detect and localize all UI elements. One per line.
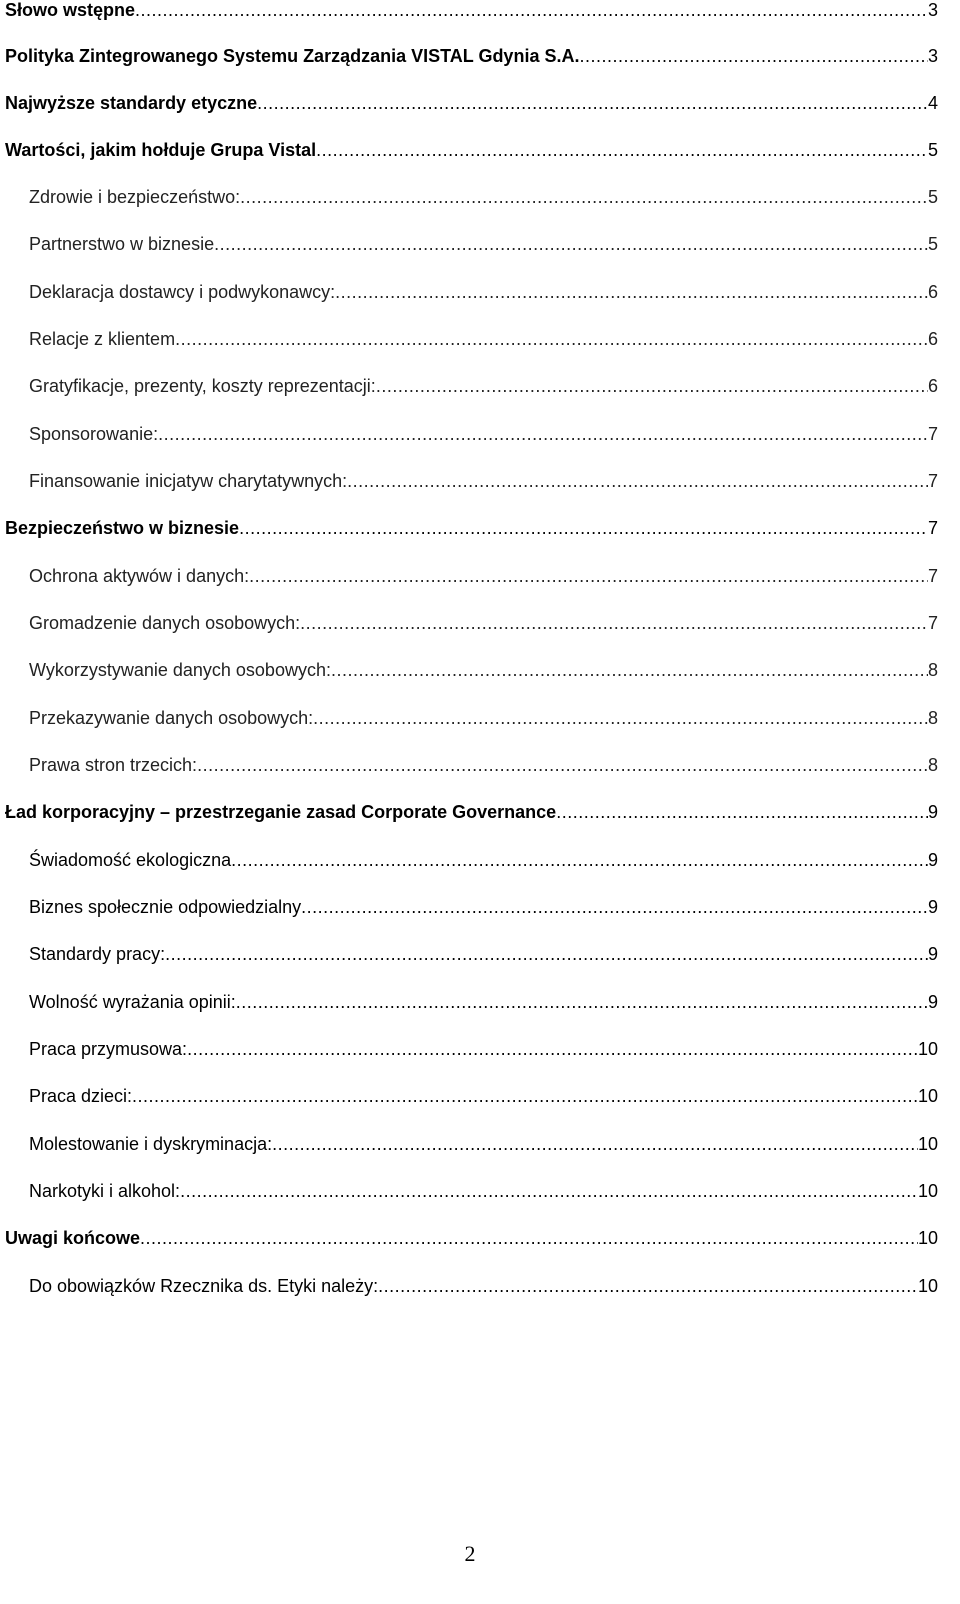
- toc-dot-leader: [579, 44, 928, 68]
- toc-entry-page: 5: [927, 234, 938, 254]
- toc-entry-label: Standardy pracy:: [29, 944, 166, 964]
- toc-entry-label: Polityka Zintegrowanego Systemu Zarządzania VISTAL Gdynia S.A.: [5, 46, 580, 66]
- toc-entry-page: 9: [927, 897, 938, 917]
- toc-entry-label: Uwagi końcowe: [5, 1228, 141, 1248]
- toc-dot-leader: [257, 91, 928, 115]
- toc-entry-page: 5: [927, 187, 938, 207]
- toc-entry-page: 6: [927, 282, 938, 302]
- toc-entry-label: Gratyfikacje, prezenty, koszty reprezentacji:: [29, 376, 376, 396]
- toc-entry-label: Molestowanie i dyskryminacja:: [29, 1134, 273, 1154]
- toc-entry-page: 9: [927, 850, 938, 870]
- toc-entry-label: Ochrona aktywów i danych:: [29, 566, 250, 586]
- toc-entry[interactable]: [5, 516, 938, 540]
- toc-dot-leader: [140, 1226, 918, 1250]
- toc-dot-leader: [316, 138, 928, 162]
- toc-dot-leader: [347, 469, 928, 493]
- toc-entry[interactable]: [29, 706, 938, 730]
- toc-entry[interactable]: [29, 658, 938, 682]
- toc-entry-label: Gromadzenie danych osobowych:: [29, 613, 301, 633]
- toc-entry-label: Biznes społecznie odpowiedzialny: [29, 897, 302, 917]
- toc-entry-label: Relacje z klientem: [29, 329, 176, 349]
- toc-entry[interactable]: [5, 0, 938, 22]
- toc-entry[interactable]: [29, 1274, 938, 1298]
- toc-entry-page: 9: [927, 802, 938, 822]
- toc-entry-page: 9: [927, 992, 938, 1012]
- toc-entry[interactable]: [29, 1084, 938, 1108]
- toc-entry[interactable]: [29, 422, 938, 446]
- toc-dot-leader: [187, 1037, 918, 1061]
- toc-dot-leader: [249, 564, 928, 588]
- toc-dot-leader: [175, 327, 928, 351]
- toc-entry[interactable]: [29, 990, 938, 1014]
- toc-entry-label: Do obowiązków Rzecznika ds. Etyki należy:: [29, 1276, 379, 1296]
- toc-dot-leader: [272, 1132, 918, 1156]
- toc-dot-leader: [301, 895, 928, 919]
- toc-entry-page: 5: [927, 140, 938, 160]
- toc-dot-leader: [158, 422, 928, 446]
- toc-entry[interactable]: [29, 185, 938, 209]
- toc-dot-leader: [240, 185, 928, 209]
- toc-entry-page: 7: [927, 566, 938, 586]
- toc-dot-leader: [376, 374, 928, 398]
- toc-entry[interactable]: [29, 280, 938, 304]
- toc-dot-leader: [236, 990, 928, 1014]
- toc-dot-leader: [556, 800, 928, 824]
- toc-entry[interactable]: [5, 91, 938, 115]
- toc-entry-page: 6: [927, 376, 938, 396]
- toc-entry-label: Partnerstwo w biznesie: [29, 234, 215, 254]
- toc-entry[interactable]: [5, 138, 938, 162]
- toc-dot-leader: [165, 942, 928, 966]
- toc-entry[interactable]: [29, 469, 938, 493]
- toc-entry[interactable]: [29, 1037, 938, 1061]
- page-number: 2: [464, 1541, 476, 1566]
- toc-dot-leader: [197, 753, 928, 777]
- toc-entry-page: 7: [927, 471, 938, 491]
- toc-dot-leader: [214, 232, 928, 256]
- toc-entry-label: Narkotyki i alkohol:: [29, 1181, 181, 1201]
- toc-entry-page: 10: [917, 1276, 938, 1296]
- toc-dot-leader: [378, 1274, 918, 1298]
- toc-entry[interactable]: [29, 564, 938, 588]
- toc-entry[interactable]: [29, 327, 938, 351]
- toc-entry-label: Wykorzystywanie danych osobowych:: [29, 660, 331, 680]
- toc-dot-leader: [132, 1084, 918, 1108]
- toc-entry-label: Wolność wyrażania opinii:: [29, 992, 236, 1012]
- toc-entry-label: Wartości, jakim hołduje Grupa Vistal: [5, 140, 317, 160]
- toc-entry-label: Zdrowie i bezpieczeństwo:: [29, 187, 241, 207]
- toc-entry-label: Przekazywanie danych osobowych:: [29, 708, 314, 728]
- toc-entry-page: 7: [927, 518, 938, 538]
- toc-entry[interactable]: [29, 232, 938, 256]
- toc-entry-label: Świadomość ekologiczna: [29, 850, 232, 870]
- toc-dot-leader: [135, 0, 928, 22]
- toc-entry-page: 6: [927, 329, 938, 349]
- toc-dot-leader: [335, 280, 928, 304]
- toc-entry-label: Deklaracja dostawcy i podwykonawcy:: [29, 282, 336, 302]
- toc-dot-leader: [331, 658, 928, 682]
- toc-dot-leader: [180, 1179, 918, 1203]
- toc-dot-leader: [313, 706, 928, 730]
- toc-entry[interactable]: [5, 800, 938, 824]
- toc-entry-label: Praca dzieci:: [29, 1086, 133, 1106]
- toc-entry-page: 10: [917, 1086, 938, 1106]
- toc-entry-page: 10: [917, 1228, 938, 1248]
- toc-dot-leader: [239, 516, 928, 540]
- toc-entry-label: Praca przymusowa:: [29, 1039, 188, 1059]
- toc-entry-page: 8: [927, 660, 938, 680]
- toc-entry-label: Najwyższe standardy etyczne: [5, 93, 258, 113]
- toc-entry-page: 3: [927, 0, 938, 20]
- toc-entry-page: 10: [917, 1181, 938, 1201]
- toc-dot-leader: [231, 848, 928, 872]
- toc-entry-label: Finansowanie inicjatyw charytatywnych:: [29, 471, 348, 491]
- toc-entry-page: 7: [927, 424, 938, 444]
- toc-entry-page: 8: [927, 708, 938, 728]
- toc-entry-page: 10: [917, 1134, 938, 1154]
- toc-entry[interactable]: [29, 942, 938, 966]
- toc-entry[interactable]: [5, 1226, 938, 1250]
- toc-entry-label: Prawa stron trzecich:: [29, 755, 198, 775]
- toc-entry[interactable]: [29, 611, 938, 635]
- toc-entry-page: 4: [927, 93, 938, 113]
- toc-entry-page: 8: [927, 755, 938, 775]
- toc-entry-page: 10: [917, 1039, 938, 1059]
- toc-entry[interactable]: [29, 1179, 938, 1203]
- toc-entry-page: 3: [927, 46, 938, 66]
- toc-entry[interactable]: [5, 44, 938, 68]
- toc-entry[interactable]: [29, 895, 938, 919]
- toc-entry-page: 7: [927, 613, 938, 633]
- toc-entry[interactable]: [29, 848, 938, 872]
- toc-entry[interactable]: [29, 1132, 938, 1156]
- toc-entry[interactable]: [29, 374, 938, 398]
- toc-entry[interactable]: [29, 753, 938, 777]
- toc-entry-label: Bezpieczeństwo w biznesie: [5, 518, 240, 538]
- toc-entry-label: Sponsorowanie:: [29, 424, 159, 444]
- toc-dot-leader: [300, 611, 928, 635]
- toc-entry-label: Ład korporacyjny – przestrzeganie zasad Corporate Governance: [5, 802, 557, 822]
- toc-entry-page: 9: [927, 944, 938, 964]
- toc-entry-label: Słowo wstępne: [5, 0, 136, 20]
